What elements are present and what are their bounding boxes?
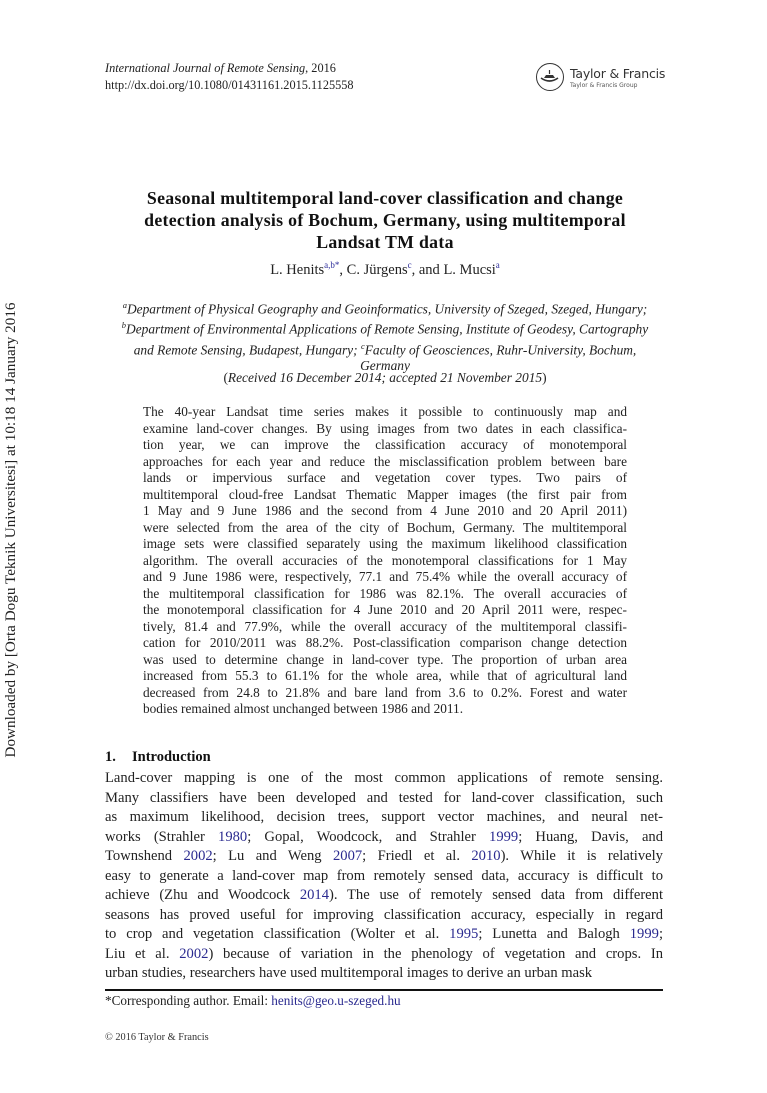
abstract-line: and 9 June 1986 were, respectively, 77.1 and 75.4% while the overall accuracy of — [143, 569, 627, 584]
affiliation-text: Department of Environmental Applications of Remote Sensing, Institute of Geodesy, Cartography — [126, 321, 649, 337]
copyright-notice: © 2016 Taylor & Francis — [105, 1032, 209, 1043]
abstract-line: algorithm. The overall accuracies of the monotemporal classifications for 1 May — [143, 552, 627, 568]
download-notice — [0, 300, 26, 760]
body-line — [105, 964, 663, 984]
body-text: Land-cover mapping is one of the most common applications of remote sensing. — [105, 770, 663, 786]
section-heading-introduction — [105, 749, 211, 766]
body-text: ; Gopal, Woodcock, and Strahler — [247, 828, 490, 845]
corresponding-marker[interactable]: * — [334, 260, 340, 270]
citation-link[interactable]: 2010 — [471, 848, 501, 864]
title-line: Landsat TM data — [316, 232, 454, 252]
title-line: Seasonal multitemporal land-cover classification and change — [146, 188, 624, 208]
body-text: easy to generate a land-cover map from remotely sensed data, accuracy is difficult to — [105, 867, 663, 884]
abstract-line: 1 May and 9 June 1986 and the second from 4 June 2010 and 20 April 2011) — [143, 503, 627, 518]
citation-link[interactable]: 2007 — [332, 848, 363, 864]
body-line — [105, 828, 663, 848]
body-line — [105, 925, 663, 945]
publisher-brand: Taylor & Francis — [570, 66, 666, 81]
body-line — [105, 808, 663, 828]
affiliation-text: and Remote Sensing, Budapest, Hungary; — [133, 342, 361, 358]
affiliations — [103, 297, 667, 374]
abstract-line: bodies remained almost unchanged between 1986 and 2011. — [143, 701, 464, 716]
introduction-body — [105, 769, 663, 984]
body-line — [105, 886, 663, 906]
affiliation-marker: c — [360, 340, 365, 351]
body-text: ; Lunetta and Balogh — [478, 926, 630, 942]
body-line — [105, 769, 663, 789]
citation-link[interactable]: 1995 — [449, 926, 479, 942]
body-text: seasons has proved useful for improving classification accuracy, especially in regard — [105, 906, 663, 923]
received-dates: (Received 16 December 2014; accepted 21 November 2015) — [223, 370, 547, 385]
author-list — [110, 262, 660, 279]
body-text: ; — [658, 926, 663, 942]
abstract-line: approaches for each year and reduce the misclassification problem between bare — [143, 453, 627, 469]
abstract-line: lands or impervious surface and vegetation cover types. Two pairs of — [143, 470, 627, 485]
abstract-line: multitemporal cloud-free Landsat Thematic Mapper images (the first pair from — [143, 486, 627, 502]
abstract-line: decreased from 24.8 to 21.8% and bare land from 3.6 to 0.2%. Forest and water — [143, 684, 627, 700]
body-text: ). The use of remotely sensed data from different — [329, 887, 664, 903]
citation-link[interactable]: 1999 — [629, 926, 659, 942]
affiliation-line — [103, 317, 667, 337]
body-text: ; Lu and Weng — [212, 848, 333, 864]
author-name: L. Henits — [270, 262, 325, 278]
body-line — [105, 945, 663, 965]
footnote-divider — [105, 989, 663, 991]
corresponding-email-link[interactable]: henits@geo.u-szeged.hu — [271, 993, 401, 1008]
journal-name: International Journal of Remote Sensing — [105, 61, 306, 75]
author-affiliation-marker[interactable]: a — [495, 260, 500, 270]
download-notice-text: Downloaded by [Orta Dogu Teknik Universitesi] at 10:18 14 January 2016 — [2, 302, 19, 758]
body-line — [105, 867, 663, 887]
author-affiliation-marker[interactable]: c — [407, 260, 412, 270]
abstract — [143, 404, 627, 718]
affiliation-text: Faculty of Geosciences, Ruhr-University, Bochum, — [364, 342, 637, 358]
author-separator: , — [339, 262, 347, 278]
body-text: to crop and vegetation classification (Wolter et al. — [105, 926, 450, 942]
journal-header — [105, 60, 354, 94]
publisher-logo — [536, 63, 666, 95]
abstract-line: image sets were classified separately using the maximum likelihood classification — [143, 536, 627, 551]
body-text: Liu et al. — [105, 945, 180, 962]
doi-link[interactable]: http://dx.doi.org/10.1080/01431161.2015.1125558 — [105, 78, 354, 92]
body-text: achieve (Zhu and Woodcock — [105, 887, 300, 903]
body-text: ; Huang, Davis, and — [518, 828, 664, 845]
author-affiliation-marker[interactable]: a,b — [324, 260, 335, 270]
body-text: ; Friedl et al. — [362, 848, 472, 864]
abstract-line: examine land-cover changes. By using images from two dates in each classifica- — [143, 420, 627, 436]
abstract-line: The 40-year Landsat time series makes it possible to continuously map and — [143, 404, 627, 419]
abstract-line: tion year, we can improve the classification accuracy of monotemporal — [143, 437, 627, 452]
author-name: C. Jürgens — [346, 262, 408, 278]
affiliation-marker: b — [121, 320, 127, 331]
section-title: Introduction — [132, 749, 211, 765]
title-line: detection analysis of Bochum, Germany, using multitemporal — [144, 210, 626, 230]
body-text: Many classifiers have been developed and tested for land-cover classification, such — [105, 789, 663, 806]
publisher-group: Taylor & Francis Group — [570, 82, 638, 89]
publisher-lamp-icon — [536, 63, 564, 91]
citation-link[interactable]: 2002 — [183, 848, 213, 864]
affiliation-marker: a — [122, 300, 127, 310]
abstract-line: the monotemporal classification for 4 June 2010 and 20 April 2011 were, respec- — [143, 602, 627, 617]
body-line — [105, 847, 663, 867]
body-text: ) because of variation in the phenology of vegetation and crops. In — [208, 945, 663, 962]
body-line — [105, 906, 663, 926]
abstract-line: tively, 81.4 and 77.9%, while the overall accuracy of the multitemporal classifi- — [143, 618, 627, 634]
citation-link[interactable]: 2002 — [179, 945, 209, 962]
abstract-line: was used to determine change in land-cover type. The proportion of urban area — [143, 651, 627, 667]
footnote-label: *Corresponding author. Email: — [105, 993, 272, 1008]
body-text: Townshend — [105, 848, 184, 864]
citation-link[interactable]: 1980 — [218, 828, 248, 845]
affiliation-text: Germany — [360, 358, 410, 374]
body-text: as maximum likelihood, decision trees, support vector machines, and neural net- — [105, 809, 663, 825]
article-title — [110, 187, 660, 253]
affiliation-line — [103, 297, 667, 317]
citation-link[interactable]: 2014 — [299, 887, 329, 903]
received-text: Received 16 December 2014; accepted 21 November 2015 — [227, 370, 543, 385]
corresponding-author-footnote — [105, 993, 401, 1009]
citation-link[interactable]: 1999 — [489, 828, 519, 845]
abstract-line: cation for 2010/2011 was 88.2%. Post-classification comparison change detection — [143, 635, 627, 650]
affiliation-line — [103, 338, 667, 358]
abstract-line: were selected from the area of the city of Bochum, Germany. The multitemporal — [143, 519, 627, 535]
author-separator: , and — [411, 262, 444, 278]
abstract-line: increased from 55.3 to 61.1% for the whole area, while that of agricultural land — [143, 668, 627, 683]
abstract-line: the multitemporal classification for 1986 was 82.1%. The overall accuracies of — [143, 585, 627, 601]
body-line — [105, 789, 663, 809]
author-name: L. Mucsi — [443, 262, 496, 278]
body-text: urban studies, researchers have used multitemporal images to derive an urban mask — [105, 965, 593, 981]
body-text: ). While it is relatively — [500, 848, 663, 864]
section-number: 1. — [105, 749, 116, 765]
journal-year: , 2016 — [305, 61, 336, 75]
affiliation-text: Department of Physical Geography and Geoinformatics, University of Szeged, Szeged, Hungary; — [126, 301, 648, 317]
body-text: works (Strahler — [105, 828, 219, 845]
